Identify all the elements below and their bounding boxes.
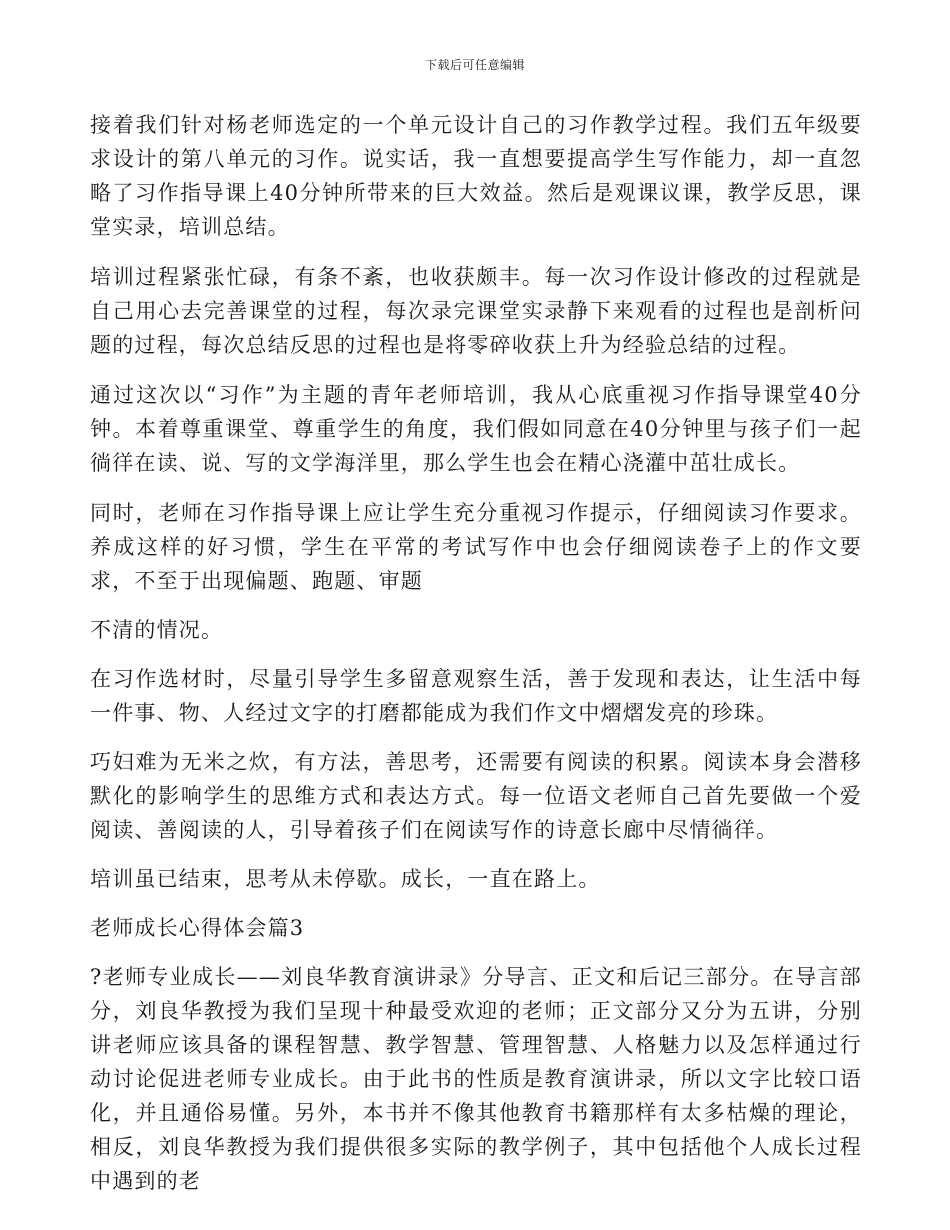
paragraph: 巧妇难为无米之炊，有方法，善思考，还需要有阅读的积累。阅读本身会潜移默化的影响学生的思维方式和表达方式。每一位语文老师自己首先要做一个爱阅读、善阅读的人，引导着孩子们在阅读写作的诗意长廊中尽情徜徉。 xyxy=(90,750,862,842)
paragraph: 在习作选材时，尽量引导学生多留意观察生活，善于发现和表达，让生活中每一件事、物、人经过文字的打磨都能成为我们作文中熠熠发亮的珍珠。 xyxy=(90,667,862,725)
paragraph: 培训过程紧张忙碌，有条不紊，也收获颇丰。每一次习作设计修改的过程就是自己用心去完善课堂的过程，每次录完课堂实录静下来观看的过程也是剖析问题的过程，每次总结反思的过程也是将零碎收获上升为经验总结的过程。 xyxy=(90,265,862,357)
paragraph: ?老师专业成长——刘良华教育演讲录》分导言、正文和后记三部分。在导言部分，刘良华教授为我们呈现十种最受欢迎的老师；正文部分又分为五讲，分别讲老师应该具备的课程智慧、教学智慧、管理智慧、人格魅力以及怎样通过行动讨论促进老师专业成长。由于此书的性质是教育演讲录，所以文字比较口语化，并且通俗易懂。另外，本书并不像其他教育书籍那样有太多枯燥的理论，相反，刘良华教授为我们提供很多实际的教学例子，其中包括他个人成长过程中遇到的老 xyxy=(90,965,862,1193)
page-header: 下载后可任意编辑 xyxy=(424,58,525,72)
paragraph: 同时，老师在习作指导课上应让学生充分重视习作提示，仔细阅读习作要求。养成这样的好习惯，学生在平常的考试写作中也会仔细阅读卷子上的作文要求，不至于出现偏题、跑题、审题 xyxy=(90,501,862,593)
paragraph: 通过这次以“习作”为主题的青年老师培训，我从心底重视习作指导课堂40分钟。本着尊重课堂、尊重学生的角度，我们假如同意在40分钟里与孩子们一起徜徉在读、说、写的文学海洋里，那么学生也会在精心浇灌中茁壮成长。 xyxy=(90,383,862,475)
paragraph: 培训虽已结束，思考从未停歇。成长，一直在路上。 xyxy=(90,867,601,891)
paragraph: 接着我们针对杨老师选定的一个单元设计自己的习作教学过程。我们五年级要求设计的第八单元的习作。说实话，我一直想要提高学生写作能力，却一直忽略了习作指导课上40分钟所带来的巨大效益。然后是观课议课，教学反思，课堂实录，培训总结。 xyxy=(90,113,862,239)
paragraph: 不清的情况。 xyxy=(90,618,224,642)
section-heading: 老师成长心得体会篇3 xyxy=(90,916,305,940)
document-body xyxy=(90,108,862,1198)
